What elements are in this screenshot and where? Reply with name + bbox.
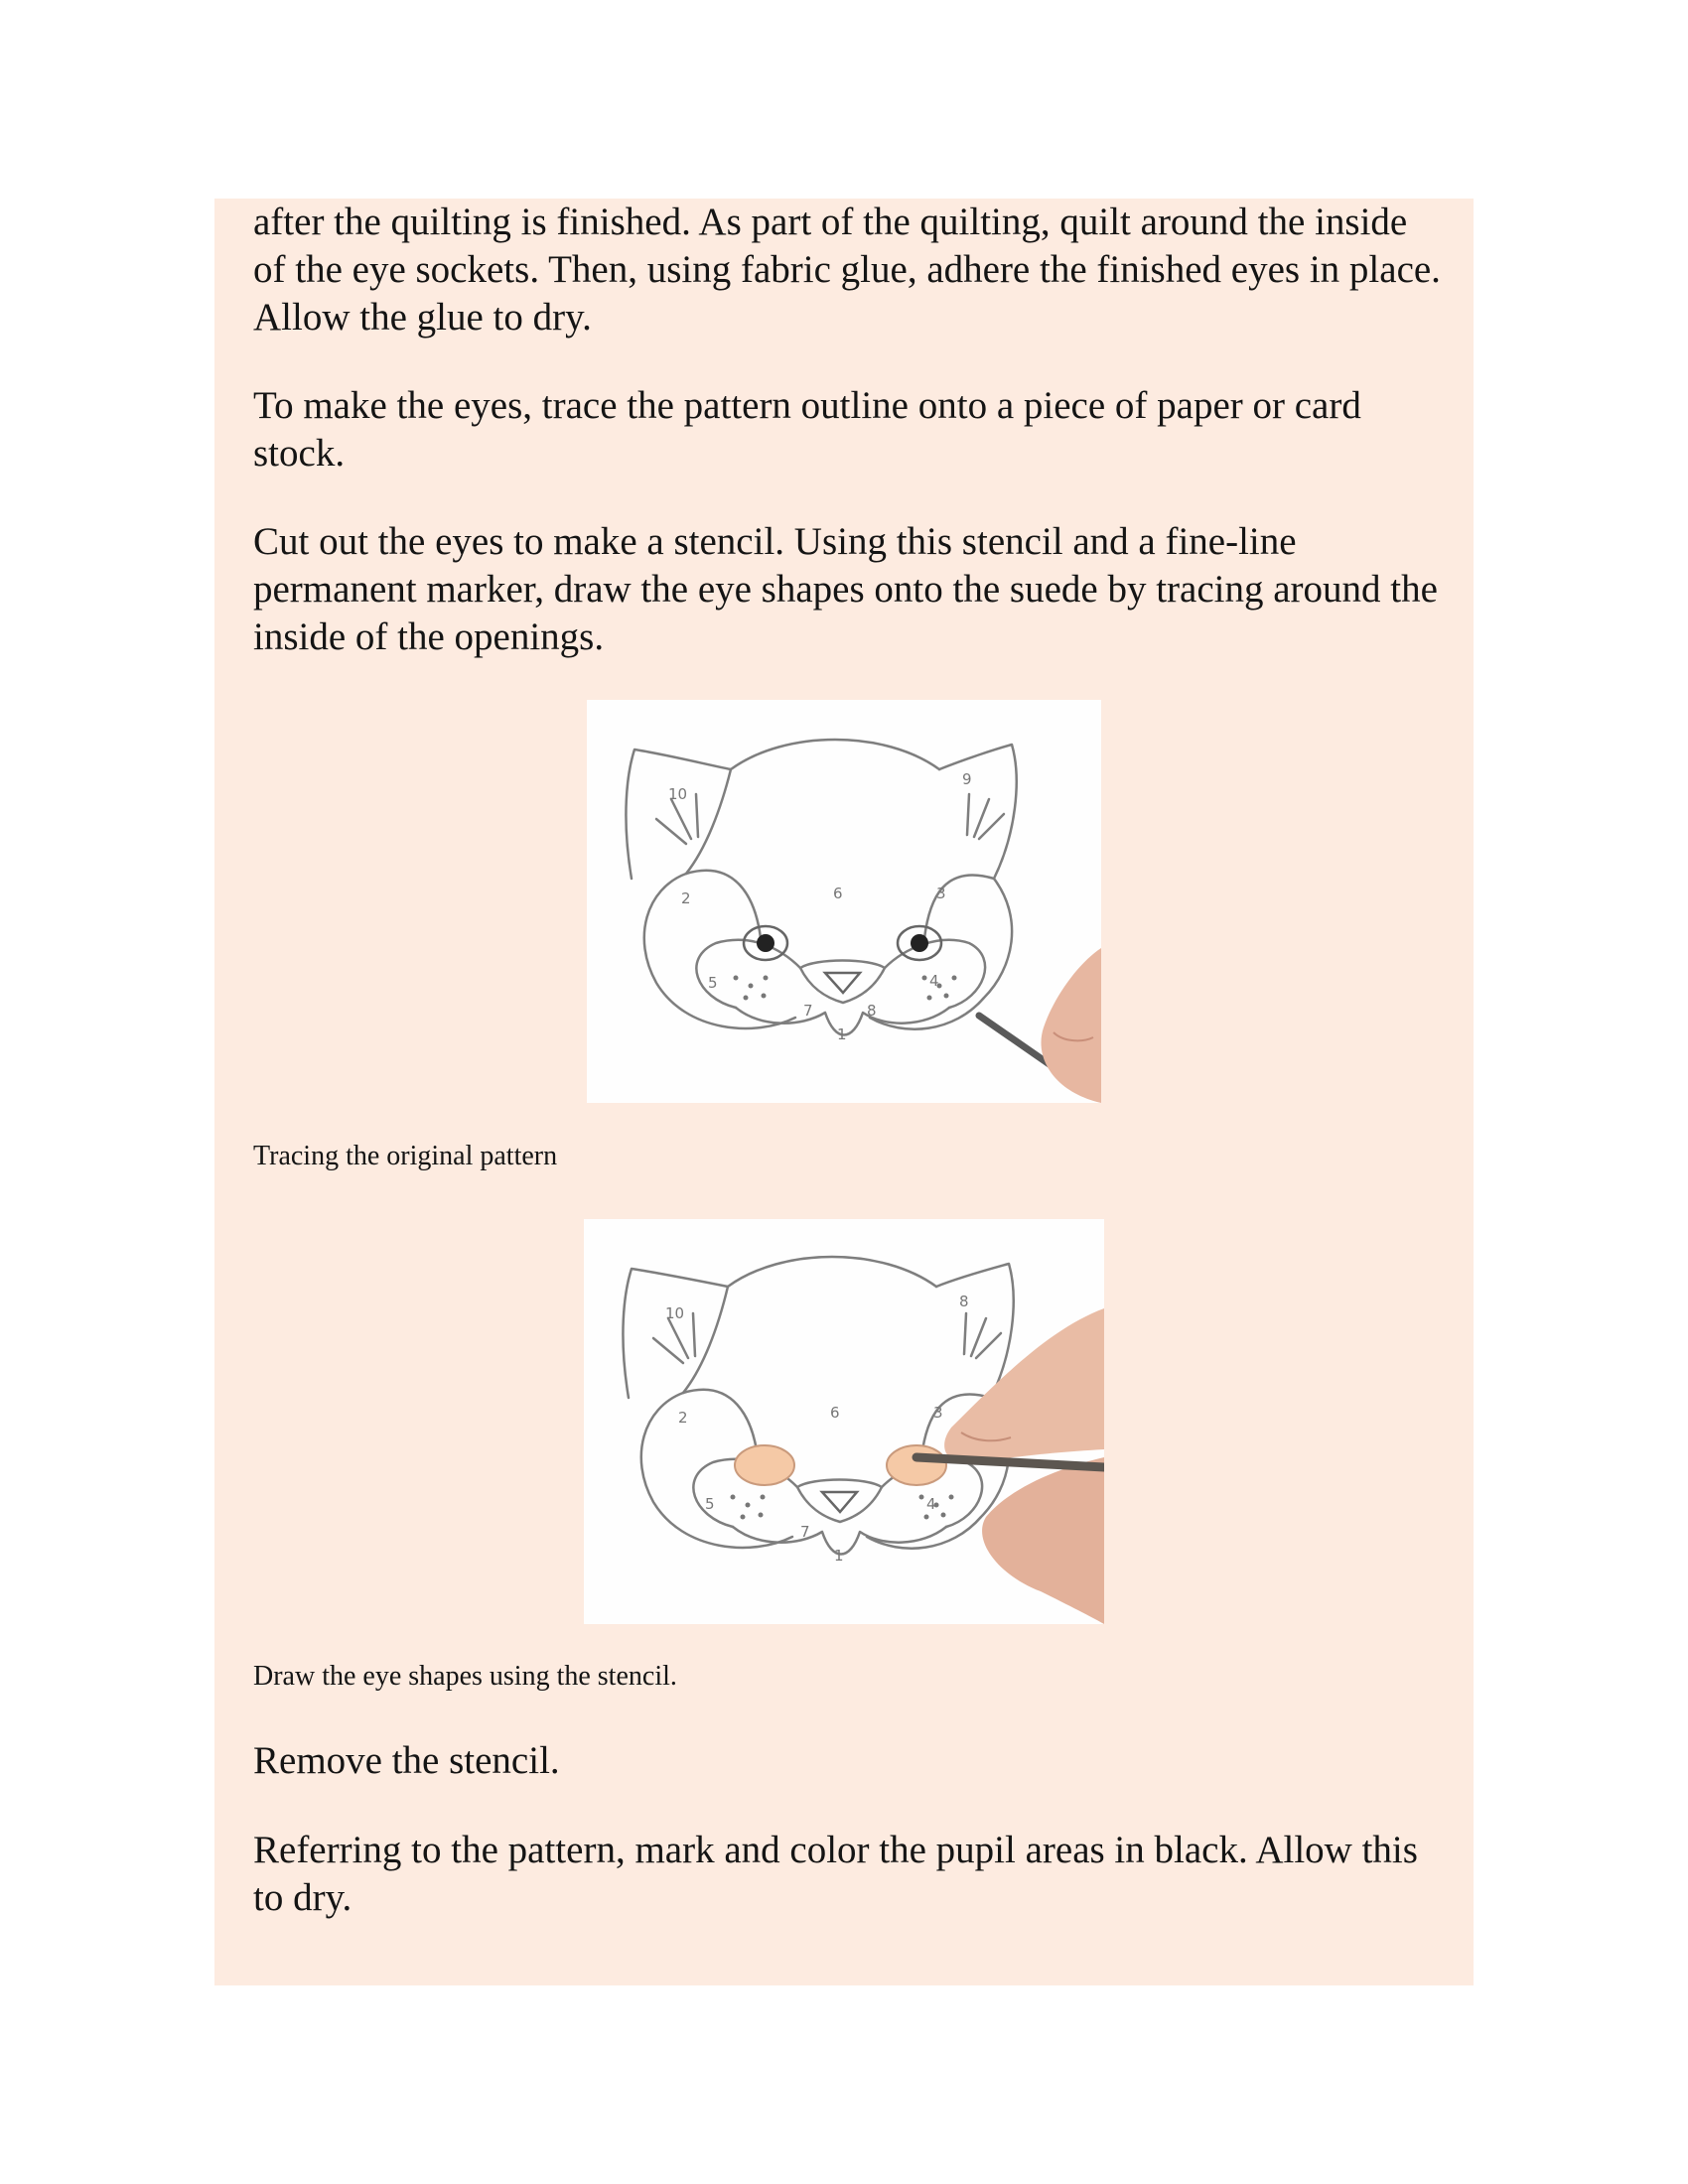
pattern-number: 9	[962, 770, 972, 788]
stencil-eye-left	[735, 1445, 794, 1485]
pattern-number: 3	[936, 885, 946, 902]
article-panel	[214, 199, 1474, 1985]
cat-face-pattern-drawing	[587, 700, 1101, 1103]
photo-stencil-drawing	[584, 1219, 1104, 1624]
pattern-number: 7	[800, 1523, 810, 1541]
cat-face-stencil-drawing	[584, 1219, 1104, 1624]
caption-stencil: Draw the eye shapes using the stencil.	[253, 1661, 677, 1692]
caption-tracing: Tracing the original pattern	[253, 1141, 558, 1171]
paragraph-remove-stencil: Remove the stencil.	[253, 1739, 560, 1782]
pattern-number: 4	[929, 972, 939, 990]
paragraph-cut-stencil: Cut out the eyes to make a stencil. Using this stencil and a fine-line permanent marker, draw the eye shapes onto the suede by tracing around the inside of the openings.	[253, 520, 1438, 658]
paragraph-trace-pattern: To make the eyes, trace the pattern outline onto a piece of paper or card stock.	[253, 384, 1361, 475]
paragraph-color-pupils: Referring to the pattern, mark and color the pupil areas in black. Allow this to dry.	[253, 1829, 1418, 1919]
pattern-number: 10	[668, 785, 688, 803]
pattern-number: 5	[705, 1495, 715, 1513]
pattern-number: 1	[834, 1547, 844, 1565]
paragraph-glue-eyes: after the quilting is finished. As part of the quilting, quilt around the inside of the eye sockets. Then, using fabric glue, adhere the finished eyes in place. Allow the glue to dry.	[253, 201, 1441, 339]
pattern-number: 6	[833, 885, 843, 902]
pattern-number: 7	[803, 1002, 813, 1020]
stencil-eye-right	[887, 1445, 946, 1485]
pattern-number: 4	[926, 1495, 936, 1513]
pattern-number: 2	[678, 1409, 688, 1427]
pattern-number: 8	[959, 1293, 969, 1310]
hand-with-pen	[979, 948, 1101, 1103]
photo-tracing-pattern	[587, 700, 1101, 1103]
pattern-number: 3	[933, 1404, 943, 1422]
pattern-number: 10	[665, 1304, 685, 1322]
pattern-number: 8	[867, 1002, 877, 1020]
pattern-number: 1	[837, 1025, 847, 1043]
pattern-number: 2	[681, 889, 691, 907]
pattern-number: 6	[830, 1404, 840, 1422]
pattern-number: 5	[708, 974, 718, 992]
